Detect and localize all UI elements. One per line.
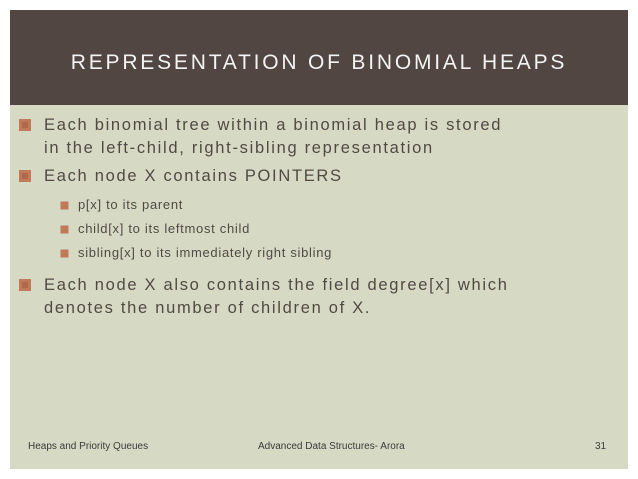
sub-bullet-text: sibling[x] to its immediately right sibling <box>78 245 333 260</box>
square-bullet-icon <box>18 118 32 132</box>
sub-bullet-item <box>14 241 604 265</box>
slide-title: REPRESENTATION OF BINOMIAL HEAPS <box>70 51 568 74</box>
square-bullet-icon <box>60 225 69 234</box>
bullet-line: denotes the number of children of X. <box>44 299 372 317</box>
sub-bullet-text: child[x] to its leftmost child <box>78 221 250 236</box>
square-bullet-icon <box>18 169 32 183</box>
bullet-item <box>14 165 604 188</box>
slide-content <box>14 114 604 320</box>
sub-bullet-item <box>14 193 604 217</box>
sub-bullet-item <box>14 217 604 241</box>
bullet-line: Each binomial tree within a binomial heap is stored <box>44 116 503 134</box>
bullet-line: in the left-child, right-sibling representation <box>44 139 434 157</box>
footer-center: Advanced Data Structures- Arora <box>258 441 405 452</box>
square-bullet-icon <box>60 249 69 258</box>
page-number: 31 <box>595 441 607 452</box>
bullet-line: Each node X also contains the field degree[x] which <box>44 276 509 294</box>
title-bar <box>10 10 628 105</box>
sub-bullet-text: p[x] to its parent <box>78 197 184 212</box>
square-bullet-icon <box>18 278 32 292</box>
bullet-item <box>14 114 604 160</box>
bullet-line: Each node X contains POINTERS <box>44 167 343 185</box>
bullet-item <box>14 274 604 320</box>
footer-left: Heaps and Priority Queues <box>28 441 149 452</box>
square-bullet-icon <box>60 201 69 210</box>
